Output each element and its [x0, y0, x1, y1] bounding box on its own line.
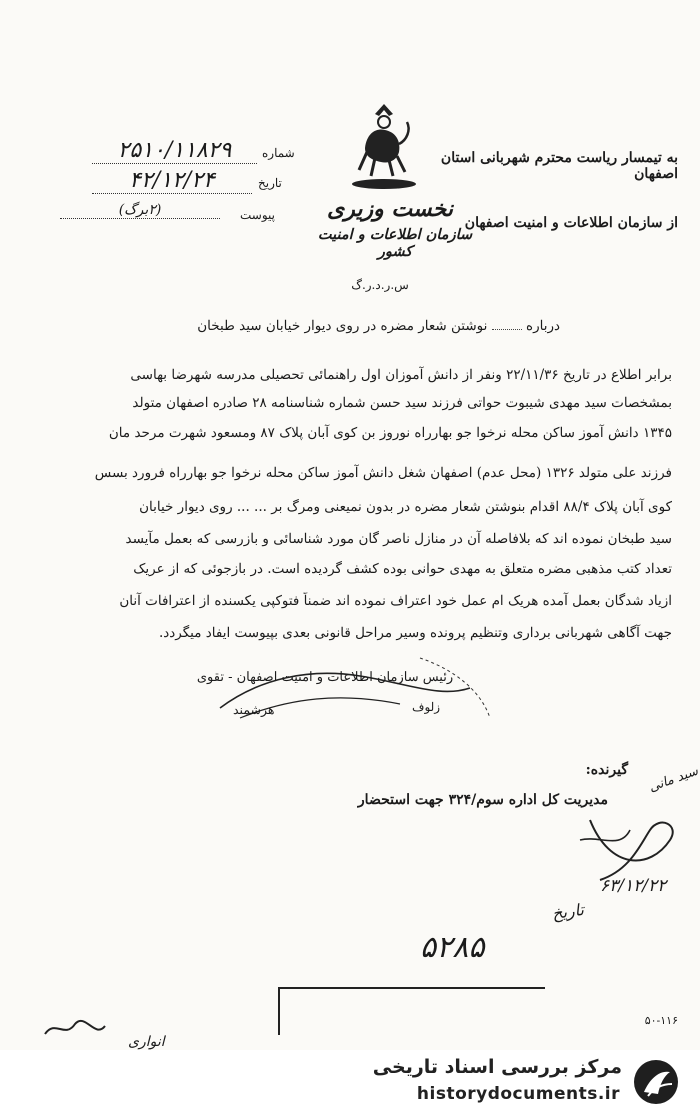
signature-scribble-icon — [200, 648, 500, 738]
form-code: ۵۰-۱۱۶ — [644, 1014, 678, 1027]
attachment-label: پیوست — [240, 208, 275, 222]
sender-line: از سازمان اطلاعات و امنیت اصفهان — [464, 215, 678, 231]
ministry-heading: نخست وزیری — [327, 196, 453, 222]
body-line-4: فرزند علی متولد ۱۳۲۶ (محل عدم) اصفهان شغل دانش آموز ساکن محله نرخوا جو بهارراه فرورد بسس — [94, 465, 672, 481]
letter-date: ۴۲/۱۲/۲۴ — [92, 168, 252, 194]
body-line-2: بمشخصات سید مهدی شیبوت حواتی فرزند سید حسن شماره شناسنامه ۲۸ صادره اصفهان متولد — [132, 395, 672, 411]
date-label: تاریخ — [258, 176, 282, 190]
subject-line — [160, 318, 560, 334]
history-documents-logo-icon — [632, 1058, 680, 1106]
signatory-title: رئیس سازمان اطلاعات و امنیت اصفهان - تقوی — [196, 670, 454, 685]
number-label: شماره — [262, 146, 295, 160]
organization-heading: سازمان اطلاعات و امنیت کشور — [317, 226, 473, 260]
bottom-handwritten-note: انواری — [128, 1034, 165, 1050]
footer-site-name: مرکز بررسی اسناد تاریخی — [372, 1056, 622, 1078]
body-line-5: کوی آبان پلاک ۸۸/۴ اقدام بنوشتن شعار مضره در بدون نمیعنی ومرگ بر ... ... روی دیوار خیابان — [139, 499, 672, 515]
recipient-line: به تیمسار ریاست محترم شهربانی استان اصفهان — [440, 150, 678, 182]
body-line-7: تعداد کتب مذهبی مضره متعلق به مهدی حوانی بوده کشف گردیده است. در بازجوئی که از عریک — [133, 561, 672, 577]
attachment-value: (۲برگ) — [60, 202, 220, 219]
body-line-3: ۱۳۴۵ دانش آموز ساکن محله نرخوا جو بهارراه نوروز بن کوی آبان پلاک ۸۷ ومسعود شهرت مرحد مان — [108, 425, 672, 441]
bottom-bracket-line — [275, 980, 555, 1040]
letter-number: ۲۵۱۰/۱۱۸۲۹ — [92, 138, 257, 164]
handwritten-date: ۶۳/۱۲/۲۲ — [600, 876, 667, 896]
center-handwritten-note: ۵۲۸۵ — [420, 930, 485, 965]
body-line-6: سید طبخان نموده اند که بلافاصله آن در منازل ناصر گان مورد شناسائی و بازرسی که بعمل مآیسد — [125, 531, 672, 547]
cc-heading: گیرنده: — [585, 762, 628, 778]
reference-code: س.ر.د.ر.گ — [351, 278, 409, 292]
signatory-name-right: زلوف — [412, 700, 441, 714]
signatory-name-left: هرشمند — [233, 702, 275, 717]
cc-line: مدیریت کل اداره سوم/۳۲۴ جهت استحضار — [357, 792, 608, 808]
subject-prefix: درباره — [526, 318, 560, 334]
subject-text: نوشتن شعار مضره در روی دیوار خیابان سید طبخان — [197, 318, 488, 334]
bottom-scribble-icon — [40, 1014, 110, 1044]
footer-watermark — [0, 1050, 700, 1114]
body-line-9: جهت آگاهی شهربانی برداری وتنظیم پرونده وسیر مراحل قانونی بعدی بپیوست ایفاد میگردد. — [158, 625, 672, 641]
body-line-1: برابر اطلاع در تاریخ ۲۲/۱۱/۳۶ ونفر از دانش آموزان اول راهنمائی تحصیلی مدرسه شهرضا بهاسی — [130, 367, 672, 383]
handwritten-note-label: تاریخ — [550, 899, 586, 924]
margin-note: سید مانی — [646, 763, 700, 796]
body-line-8: ازیاد شدگان بعمل آمده هریک ام عمل خود اعتراف نموده اند ضمناً فتوکپی یکسنده از اعترافات آنان — [119, 593, 672, 609]
footer-url: historydocuments.ir — [416, 1084, 620, 1104]
